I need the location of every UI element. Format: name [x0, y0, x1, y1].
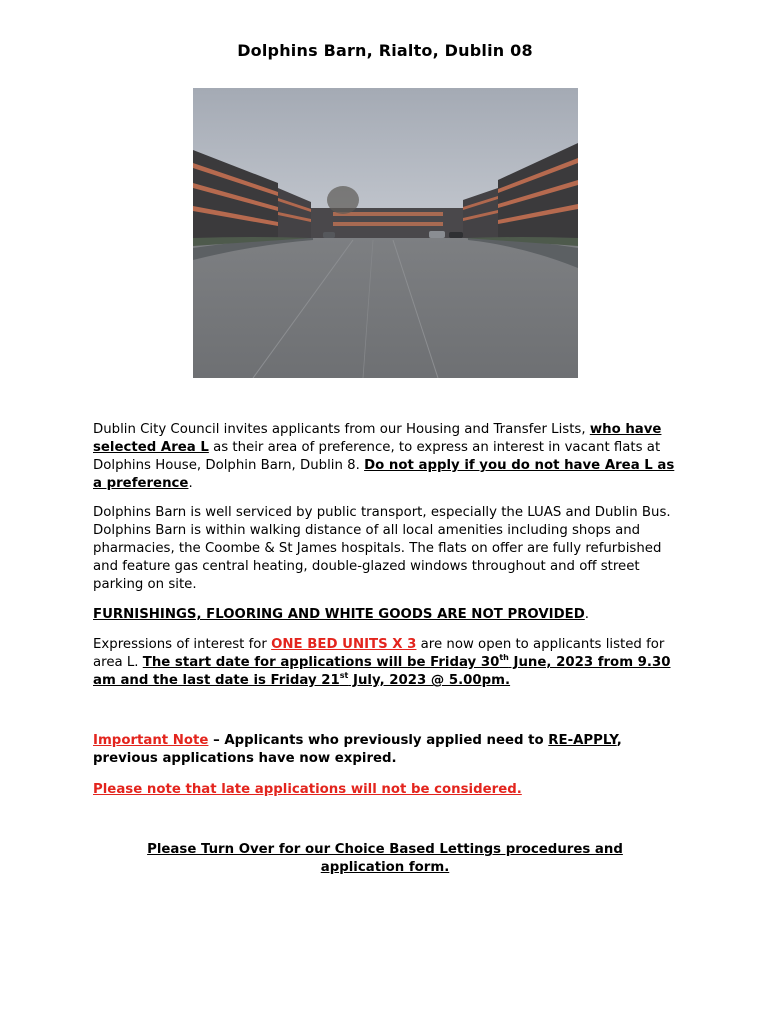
unit-count-highlight: ONE BED UNITS X 3: [271, 637, 417, 652]
flats-courtyard-photo: [193, 88, 578, 378]
page-title: Dolphins Barn, Rialto, Dublin 08: [237, 41, 533, 60]
turn-over-paragraph: [120, 841, 650, 877]
intro-text-2: as their area of preference, to express an interest in vacant flats at Dolphins House, Dolphin Barn, Dublin 8.: [93, 440, 661, 473]
not-provided-notice: FURNISHINGS, FLOORING AND WHITE GOODS ARE NOT PROVIDED: [93, 607, 585, 622]
important-note-text-2: , previous applications have now expired.: [93, 733, 622, 766]
late-applications-paragraph: [93, 781, 678, 799]
intro-paragraph: [93, 421, 678, 493]
ordinal-th: th: [499, 652, 509, 662]
important-note-label: Important Note: [93, 733, 209, 748]
end-date-text: June, 2023 from 9.30 am and the last date is Friday 21: [93, 655, 671, 688]
do-not-apply-warning: Do not apply if you do not have Area L as a preference: [93, 458, 675, 491]
intro-text-1: Dublin City Council invites applicants from our Housing and Transfer Lists,: [93, 422, 590, 437]
area-l-emphasis: who have selected Area L: [93, 422, 662, 455]
not-provided-period: .: [584, 607, 590, 622]
important-note-paragraph: [93, 732, 678, 768]
turn-over-notice: Please Turn Over for our Choice Based Lettings procedures and application form.: [147, 842, 623, 875]
end-time-text: July, 2023 @ 5.00pm.: [348, 673, 511, 688]
expressions-paragraph: [93, 636, 678, 690]
start-date-text: The start date for applications will be Friday 30: [142, 655, 500, 670]
amenities-paragraph: [93, 504, 678, 594]
important-note-text-1: – Applicants who previously applied need to: [208, 733, 549, 748]
late-applications-notice: Please note that late applications will not be considered.: [93, 782, 522, 797]
ordinal-st: st: [339, 670, 349, 680]
intro-text-3: .: [188, 476, 193, 491]
expressions-text-1: Expressions of interest for: [93, 637, 272, 652]
not-provided-paragraph: [93, 606, 678, 624]
expressions-text-2: are now open to applicants listed for area L.: [93, 637, 665, 670]
amenities-text: Dolphins Barn is well serviced by public transport, especially the LUAS and Dublin Bus. Dolphins Barn is within walking distance of all local amenities including shops and pharmacies, the Coombe & St James hospitals. The flats on offer are fully refurbished and feature gas central heating, double-glazed windows throughout and off street parking on site.: [93, 505, 671, 592]
re-apply-emphasis: RE-APPLY: [548, 733, 617, 748]
